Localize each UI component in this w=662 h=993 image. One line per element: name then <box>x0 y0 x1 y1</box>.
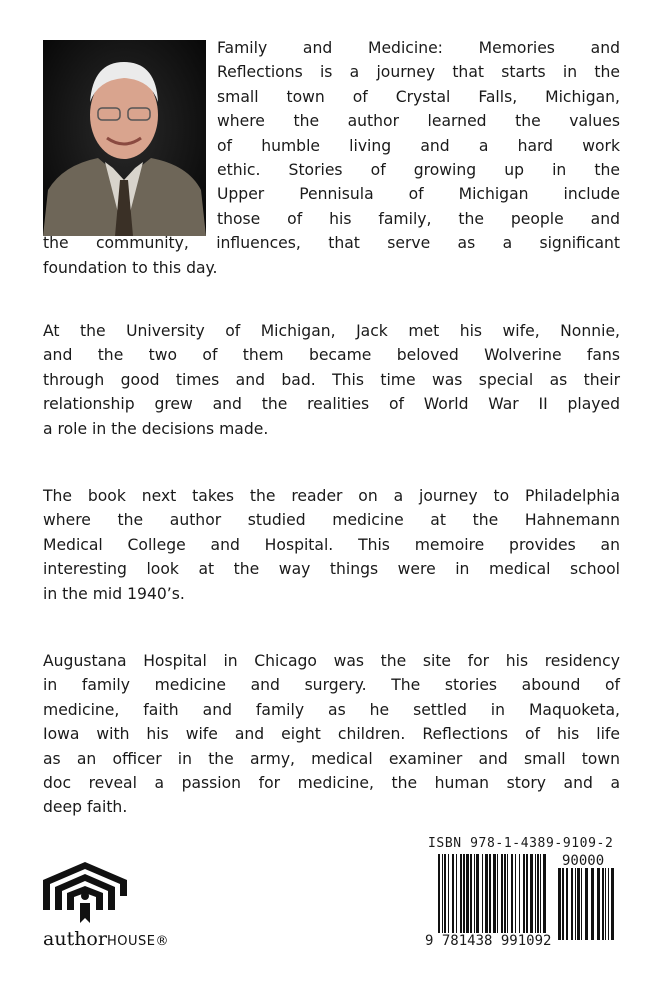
publisher-name-b: HOUSE <box>106 934 156 949</box>
text-line: ethic. Stories of growing up in the <box>217 160 620 179</box>
publisher-name <box>43 928 169 950</box>
barcode-bar <box>577 868 580 940</box>
publisher-name-a: author <box>43 928 107 950</box>
text-line: doc reveal a passion for medicine, the human story and a <box>43 773 620 792</box>
text-line: At the University of Michigan, Jack met his wife, Nonnie, <box>43 322 620 340</box>
text-line: in the mid 1940’s. <box>43 584 185 603</box>
barcode-bar <box>585 868 588 940</box>
text-line: through good times and bad. This time was special as their <box>43 370 620 389</box>
barcode-bar <box>571 868 573 940</box>
paragraph-3 <box>43 484 620 606</box>
text-line: where the author learned the values <box>217 112 620 131</box>
paragraph-2 <box>43 319 620 441</box>
text-line: and the two of them became beloved Wolverine fans <box>43 346 620 365</box>
text-line: interesting look at the way things were in medical school <box>43 560 620 579</box>
registered-mark: ® <box>155 934 169 949</box>
text-line: Upper Pennisula of Michigan include <box>217 185 620 204</box>
text-line: those of his family, the people and <box>217 209 620 228</box>
text-line: The book next takes the reader on a journey to Philadelphia <box>43 487 620 505</box>
text-line: Family and Medicine: Memories and <box>217 39 620 57</box>
barcode-bar <box>562 868 564 940</box>
text-line: Iowa with his wife and eight children. Reflections of his life <box>43 725 620 744</box>
barcode-bar <box>605 868 606 940</box>
text-line: deep faith. <box>43 798 128 817</box>
text-line: in family medicine and surgery. The stories abound of <box>43 676 620 695</box>
barcode-bar <box>591 868 594 940</box>
barcode-bar <box>608 868 609 940</box>
text-line: the community, influences, that serve as a significant <box>43 234 620 253</box>
text-line: a role in the decisions made. <box>43 419 269 438</box>
barcode-bar <box>575 868 576 940</box>
ean-number: 9 781438 991092 <box>425 933 552 949</box>
barcode-bar <box>611 868 614 940</box>
barcode-bar <box>558 868 561 940</box>
barcode-bar <box>597 868 600 940</box>
paragraph-1 <box>43 36 620 280</box>
price-addon-text: 90000 <box>562 853 605 869</box>
text-line: relationship grew and the realities of World War II played <box>43 395 620 414</box>
barcode-bar <box>566 868 568 940</box>
text-line: medicine, faith and family as he settled in Maquoketa, <box>43 700 620 719</box>
text-line: as an officer in the army, medical examiner and small town <box>43 749 620 768</box>
barcode-bar <box>602 868 604 940</box>
text-line: of humble living and a hard work <box>217 136 620 155</box>
text-line: Reflections is a journey that starts in the <box>217 63 620 82</box>
text-line: Augustana Hospital in Chicago was the site for his residency <box>43 652 620 670</box>
isbn-text: ISBN 978-1-4389-9109-2 <box>428 836 614 851</box>
text-line: Medical College and Hospital. This memoire provides an <box>43 535 620 554</box>
text-line: where the author studied medicine at the Hahnemann <box>43 511 620 530</box>
barcode-bar <box>581 868 582 940</box>
text-line: foundation to this day. <box>43 258 218 277</box>
authorhouse-logo-icon <box>40 860 170 930</box>
text-line: small town of Crystal Falls, Michigan, <box>217 87 620 106</box>
paragraph-4 <box>43 649 620 820</box>
